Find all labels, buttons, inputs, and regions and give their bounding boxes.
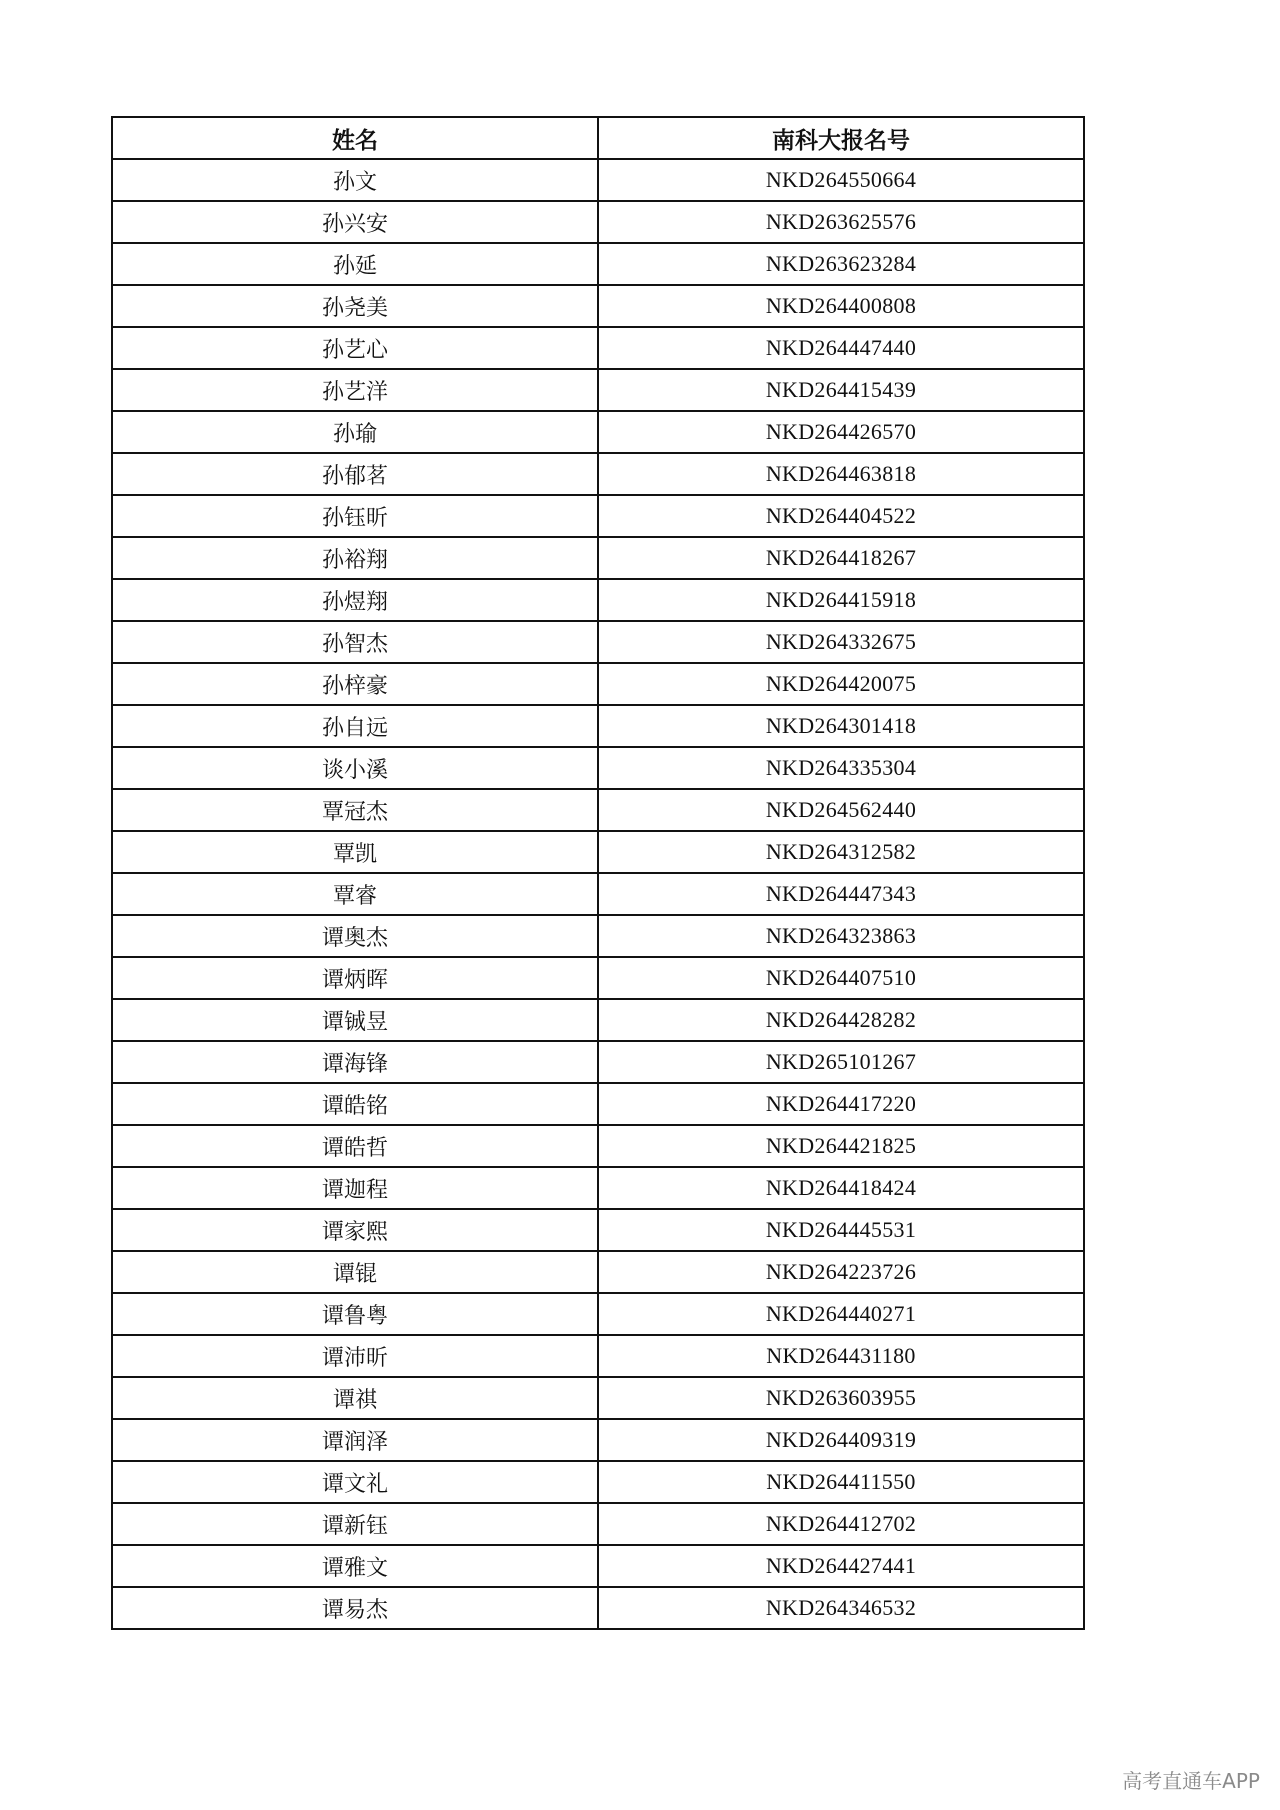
registration-number-cell: NKD265101267 (598, 1041, 1084, 1083)
student-name-cell: 孙瑜 (112, 411, 598, 453)
registration-number-cell: NKD264421825 (598, 1125, 1084, 1167)
student-name-cell: 孙煜翔 (112, 579, 598, 621)
registration-number-cell: NKD264335304 (598, 747, 1084, 789)
table-row (112, 1335, 1084, 1377)
student-name-cell: 覃睿 (112, 873, 598, 915)
student-name-cell: 孙裕翔 (112, 537, 598, 579)
table-row (112, 831, 1084, 873)
table-row (112, 1083, 1084, 1125)
header-registration-number: 南科大报名号 (598, 117, 1084, 159)
registration-number-cell: NKD264415918 (598, 579, 1084, 621)
student-name-cell: 谭锟 (112, 1251, 598, 1293)
table-row (112, 1461, 1084, 1503)
student-name-cell: 覃凯 (112, 831, 598, 873)
student-name-cell: 孙自远 (112, 705, 598, 747)
student-name-cell: 谭炳晖 (112, 957, 598, 999)
registration-number-cell: NKD264463818 (598, 453, 1084, 495)
student-name-cell: 覃冠杰 (112, 789, 598, 831)
student-name-cell: 谈小溪 (112, 747, 598, 789)
registration-number-cell: NKD264332675 (598, 621, 1084, 663)
table-row (112, 1419, 1084, 1461)
table-row (112, 705, 1084, 747)
registration-number-cell: NKD263603955 (598, 1377, 1084, 1419)
student-name-cell: 孙艺洋 (112, 369, 598, 411)
table-row (112, 537, 1084, 579)
registration-number-cell: NKD264418424 (598, 1167, 1084, 1209)
table-row (112, 999, 1084, 1041)
student-name-cell: 谭家熙 (112, 1209, 598, 1251)
registration-number-cell: NKD263625576 (598, 201, 1084, 243)
table-row (112, 1587, 1084, 1629)
table-row (112, 915, 1084, 957)
student-name-cell: 孙郁茗 (112, 453, 598, 495)
table-row (112, 201, 1084, 243)
student-name-cell: 谭新钰 (112, 1503, 598, 1545)
table-body (112, 159, 1084, 1629)
registration-number-cell: NKD264447343 (598, 873, 1084, 915)
registration-number-cell: NKD264562440 (598, 789, 1084, 831)
table-row (112, 327, 1084, 369)
student-name-cell: 孙文 (112, 159, 598, 201)
table-row (112, 663, 1084, 705)
student-name-cell: 谭奥杰 (112, 915, 598, 957)
table-row (112, 1167, 1084, 1209)
student-name-cell: 谭海锋 (112, 1041, 598, 1083)
registration-number-cell: NKD264420075 (598, 663, 1084, 705)
table-row (112, 285, 1084, 327)
table-row (112, 453, 1084, 495)
student-name-cell: 孙尧美 (112, 285, 598, 327)
watermark-text: 高考直通车APP (1122, 1769, 1260, 1793)
table-row (112, 369, 1084, 411)
student-name-cell: 孙智杰 (112, 621, 598, 663)
registration-number-cell: NKD263623284 (598, 243, 1084, 285)
table-row (112, 1125, 1084, 1167)
table-row (112, 243, 1084, 285)
registration-number-cell: NKD264415439 (598, 369, 1084, 411)
table-row (112, 495, 1084, 537)
registration-number-cell: NKD264411550 (598, 1461, 1084, 1503)
student-name-cell: 孙延 (112, 243, 598, 285)
registration-number-cell: NKD264301418 (598, 705, 1084, 747)
registration-number-cell: NKD264417220 (598, 1083, 1084, 1125)
registration-number-cell: NKD264418267 (598, 537, 1084, 579)
registration-number-cell: NKD264223726 (598, 1251, 1084, 1293)
table-row (112, 621, 1084, 663)
table-row (112, 411, 1084, 453)
table-row (112, 1503, 1084, 1545)
table-row (112, 1545, 1084, 1587)
student-name-cell: 孙钰昕 (112, 495, 598, 537)
table-row (112, 1041, 1084, 1083)
table-row (112, 159, 1084, 201)
registration-number-cell: NKD264404522 (598, 495, 1084, 537)
table-row (112, 579, 1084, 621)
student-name-cell: 孙艺心 (112, 327, 598, 369)
student-name-cell: 谭文礼 (112, 1461, 598, 1503)
student-name-cell: 谭迦程 (112, 1167, 598, 1209)
table-row (112, 873, 1084, 915)
student-name-cell: 谭雅文 (112, 1545, 598, 1587)
student-name-cell: 谭皓铭 (112, 1083, 598, 1125)
registration-number-cell: NKD264427441 (598, 1545, 1084, 1587)
registration-number-cell: NKD264346532 (598, 1587, 1084, 1629)
registration-number-cell: NKD264312582 (598, 831, 1084, 873)
registration-number-cell: NKD264426570 (598, 411, 1084, 453)
header-name: 姓名 (112, 117, 598, 159)
student-name-cell: 谭润泽 (112, 1419, 598, 1461)
table-header-row (112, 117, 1084, 159)
student-name-cell: 孙梓豪 (112, 663, 598, 705)
registration-number-cell: NKD264412702 (598, 1503, 1084, 1545)
student-name-cell: 谭易杰 (112, 1587, 598, 1629)
table-row (112, 1209, 1084, 1251)
table-row (112, 1293, 1084, 1335)
registration-number-cell: NKD264428282 (598, 999, 1084, 1041)
registration-number-cell: NKD264447440 (598, 327, 1084, 369)
student-name-cell: 谭沛昕 (112, 1335, 598, 1377)
table-row (112, 789, 1084, 831)
student-name-cell: 谭铖昱 (112, 999, 598, 1041)
table-row (112, 747, 1084, 789)
student-name-cell: 谭鲁粤 (112, 1293, 598, 1335)
table-row (112, 1251, 1084, 1293)
registration-number-cell: NKD264440271 (598, 1293, 1084, 1335)
student-name-cell: 谭祺 (112, 1377, 598, 1419)
registration-number-cell: NKD264407510 (598, 957, 1084, 999)
table-row (112, 957, 1084, 999)
registration-table (111, 116, 1085, 1630)
registration-number-cell: NKD264400808 (598, 285, 1084, 327)
registration-number-cell: NKD264409319 (598, 1419, 1084, 1461)
registration-number-cell: NKD264323863 (598, 915, 1084, 957)
student-name-cell: 谭皓哲 (112, 1125, 598, 1167)
registration-number-cell: NKD264550664 (598, 159, 1084, 201)
registration-number-cell: NKD264445531 (598, 1209, 1084, 1251)
student-name-cell: 孙兴安 (112, 201, 598, 243)
table-row (112, 1377, 1084, 1419)
registration-number-cell: NKD264431180 (598, 1335, 1084, 1377)
